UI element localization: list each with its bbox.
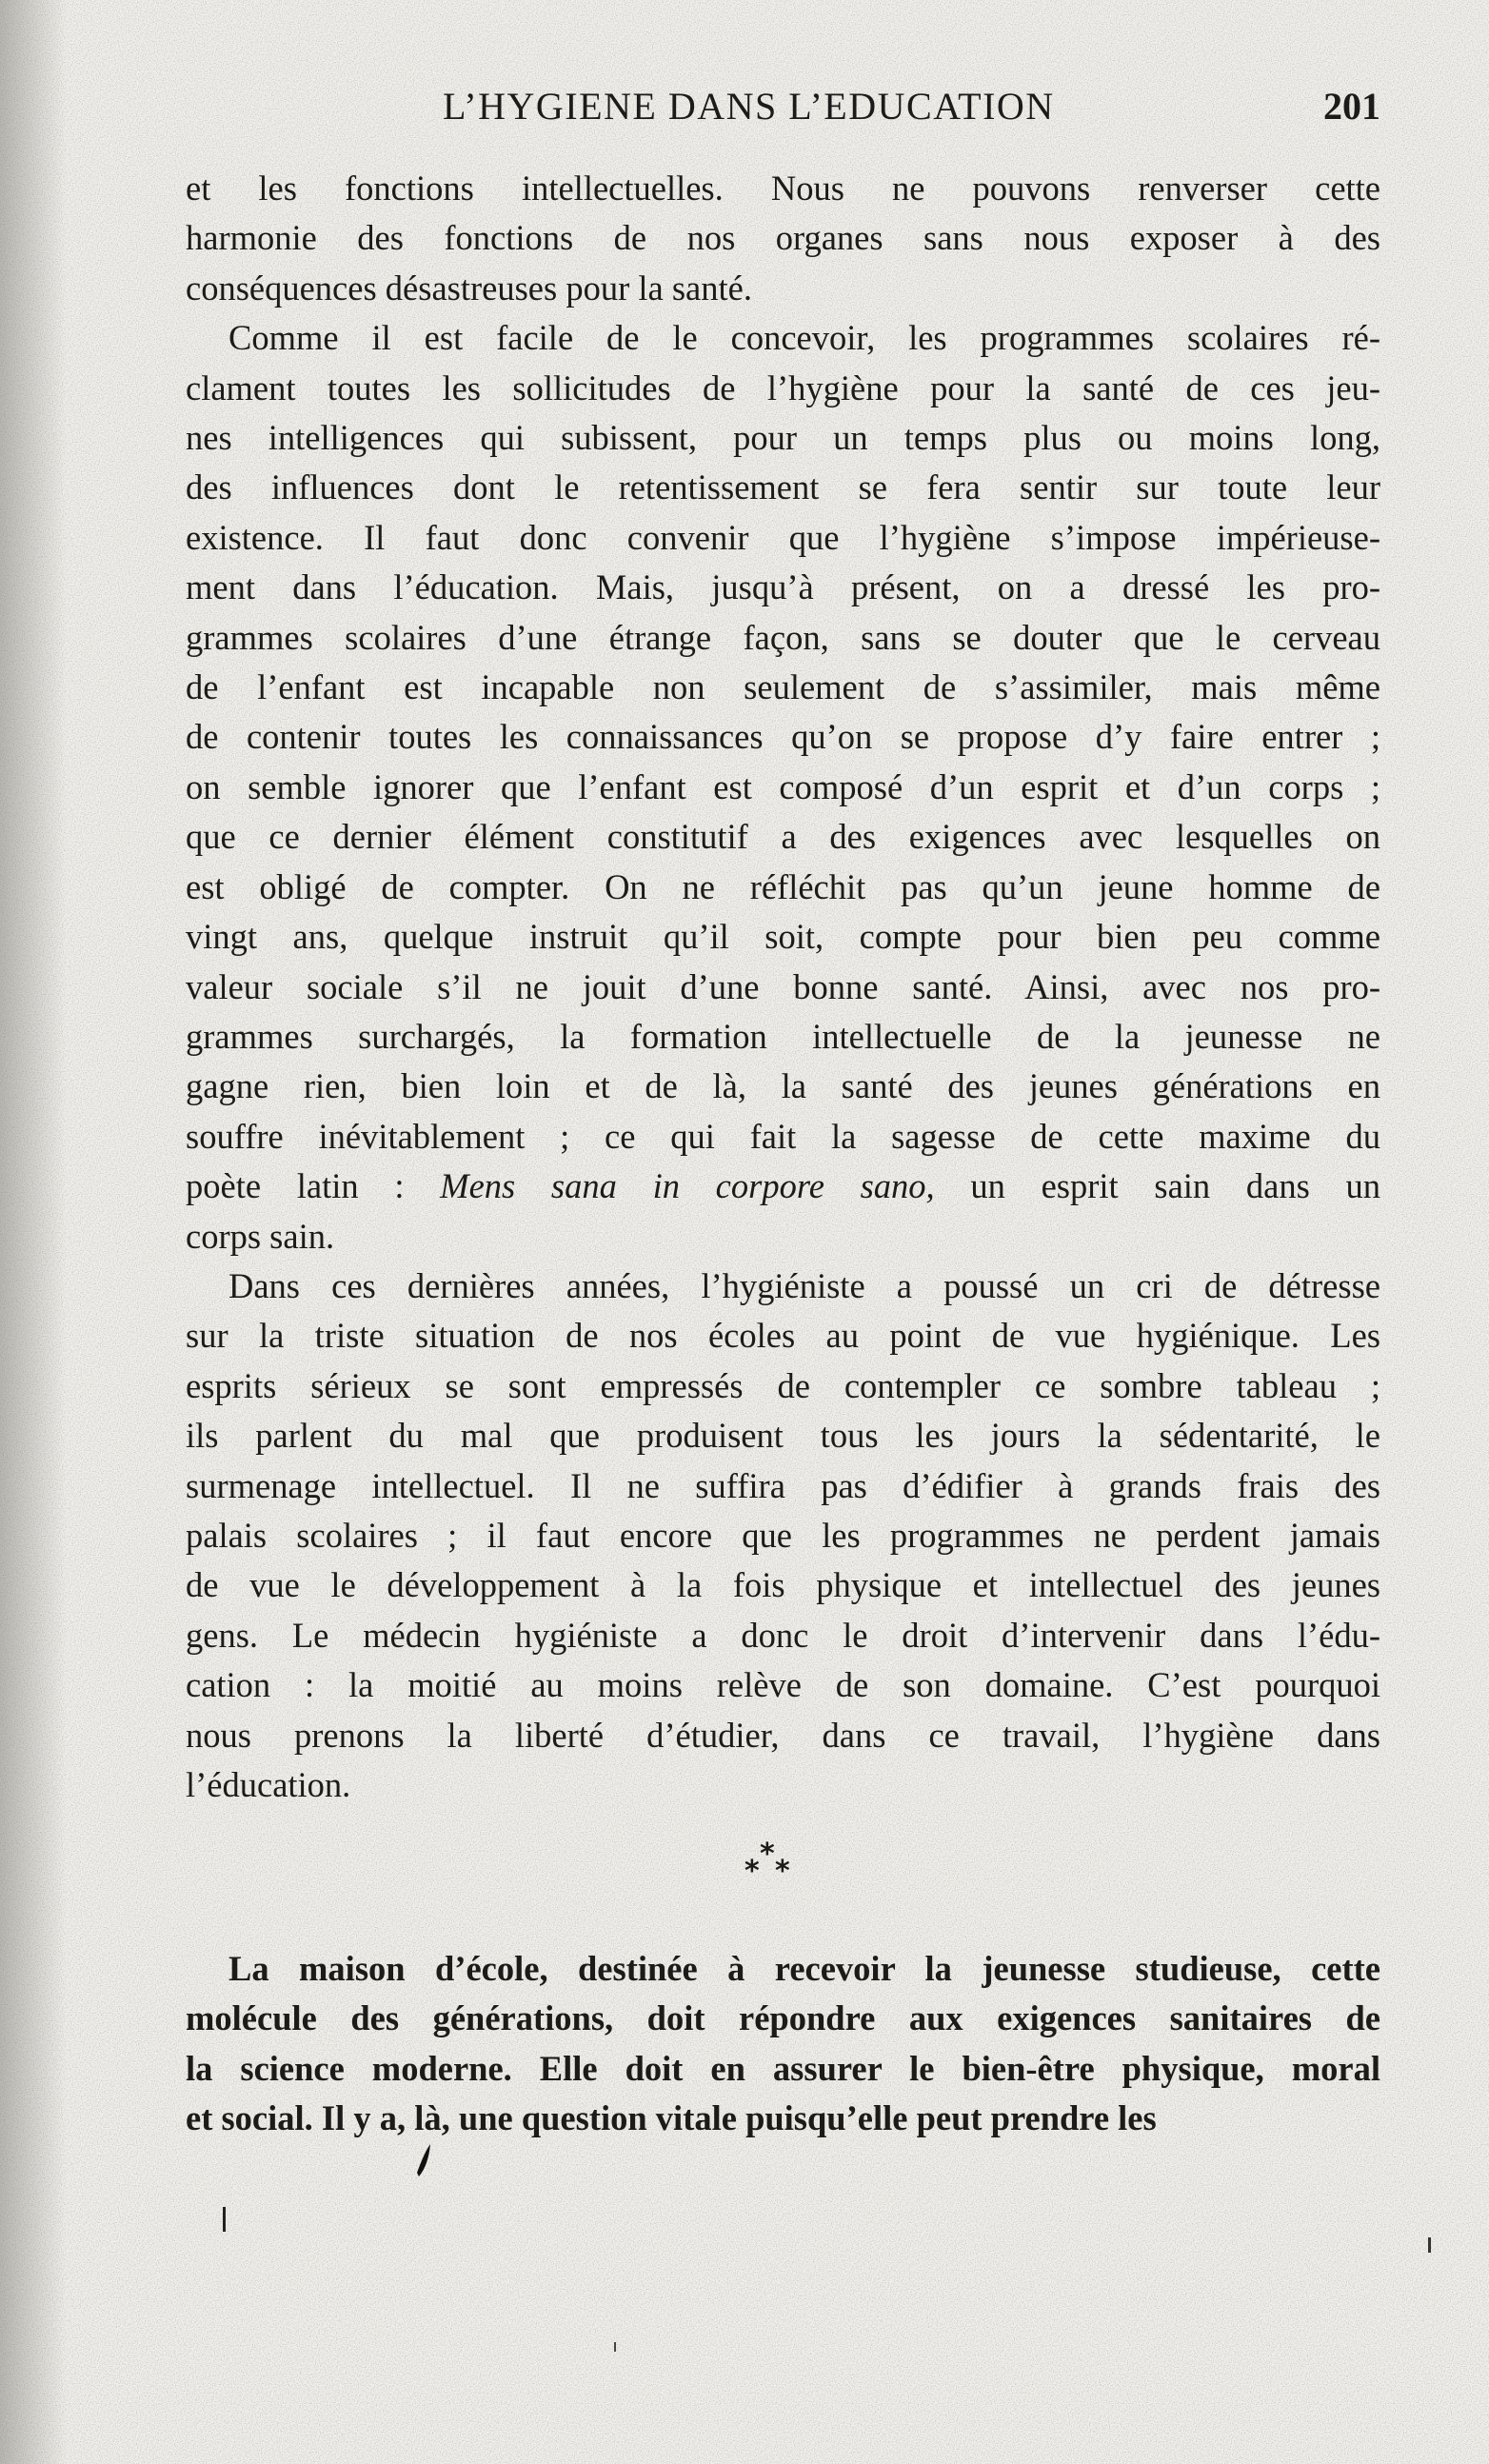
text-line: molécule des générations, doit répondre aux exigences sanitaires de — [186, 1998, 1380, 2038]
text-line: la science moderne. Elle doit en assurer le bien-être physique, moral — [186, 2048, 1380, 2088]
body-text — [186, 164, 1380, 1810]
text-line: l’éducation. — [186, 1765, 351, 1804]
paragraph — [186, 1944, 1380, 2144]
text-line: esprits sérieux se sont empressés de contempler ce sombre tableau ; — [186, 1365, 1380, 1405]
text-line: vingt ans, quelque instruit qu’il soit, compte pour bien peu comme — [186, 917, 1380, 957]
page-number: 201 — [1323, 85, 1380, 128]
text-line: nous prenons la liberté d’étudier, dans ce travail, l’hygiène dans — [186, 1715, 1380, 1755]
text-line: harmonie des fonctions de nos organes sans nous exposer à des — [186, 218, 1380, 258]
text-line: grammes scolaires d’une étrange façon, sans se douter que le cerveau — [186, 617, 1380, 657]
text-line: conséquences désastreuses pour la santé. — [186, 268, 752, 308]
text-line: on semble ignorer que l’enfant est composé d’un esprit et d’un corps ; — [186, 766, 1380, 806]
text-line: corps sain. — [186, 1216, 335, 1256]
paragraph — [186, 1262, 1380, 1810]
paragraph — [186, 164, 1380, 313]
text-line: Dans ces dernières années, l’hygiéniste a poussé un cri de détresse — [228, 1265, 1380, 1305]
text-line: nes intelligences qui subissent, pour un temps plus ou moins long, — [186, 418, 1380, 458]
text-line: gagne rien, bien loin et de là, la santé des jeunes générations en — [186, 1066, 1380, 1106]
text-line: de contenir toutes les connaissances qu’on se propose d’y faire entrer ; — [186, 717, 1380, 757]
separator-asterisk-right: * — [775, 1855, 790, 1888]
text-line: de vue le développement à la fois physique et intellectuel des jeunes — [186, 1565, 1380, 1605]
text-line: surmenage intellectuel. Il ne suffira pas d’édifier à grands frais des — [186, 1465, 1380, 1505]
text-line: que ce dernier élément constitutif a des exigences avec lesquelles on — [186, 817, 1380, 857]
text-line: cation : la moitié au moins relève de son domaine. C’est pourquoi — [186, 1665, 1380, 1705]
running-head — [181, 84, 1380, 141]
text-line: de l’enfant est incapable non seulement de s’assimiler, mais même — [186, 667, 1380, 707]
body-text-continued — [186, 1944, 1380, 2144]
text-line: valeur sociale s’il ne jouit d’une bonne santé. Ainsi, avec nos pro- — [186, 966, 1380, 1006]
separator-asterisk-left: * — [744, 1855, 760, 1888]
text-line: des influences dont le retentissement se fera sentir sur toute leur — [186, 467, 1380, 507]
text-line: sur la triste situation de nos écoles au point de vue hygiénique. Les — [186, 1316, 1380, 1356]
text-line: ment dans l’éducation. Mais, jusqu’à présent, on a dressé les pro- — [186, 567, 1380, 607]
text-line: palais scolaires ; il faut encore que les programmes ne perdent jamais — [186, 1515, 1380, 1555]
paragraph — [186, 313, 1380, 1262]
text-line: existence. Il faut donc convenir que l’hygiène s’impose impérieuse- — [186, 517, 1380, 557]
text-line: et les fonctions intellectuelles. Nous ne pouvons renverser cette — [186, 169, 1380, 208]
section-separator — [733, 1838, 809, 1895]
text-line: est obligé de compter. On ne réfléchit pas qu’un jeune homme de — [186, 866, 1380, 906]
text-line: ils parlent du mal que produisent tous les jours la sédentarité, le — [186, 1416, 1380, 1456]
text-line: La maison d’école, destinée à recevoir la jeunesse studieuse, cette — [228, 1949, 1380, 1988]
text-line: gens. Le médecin hygiéniste a donc le droit d’intervenir dans l’édu- — [186, 1615, 1380, 1655]
text-line: et social. Il y a, là, une question vitale puisqu’elle peut prendre les — [186, 2098, 1157, 2138]
text-line: Comme il est facile de le concevoir, les programmes scolaires ré- — [228, 318, 1380, 358]
text-line: grammes surchargés, la formation intellectuelle de la jeunesse ne — [186, 1016, 1380, 1056]
running-title: L’HYGIENE DANS L’EDUCATION — [443, 85, 1055, 128]
text-line: clament toutes les sollicitudes de l’hygiène pour la santé de ces jeu- — [186, 368, 1380, 407]
text-line: poète latin : Mens sana in corpore sano, un esprit sain dans un — [186, 1166, 1380, 1206]
latin-maxim: Mens sana in corpore sano, — [440, 1166, 935, 1206]
separator-asterisk-top: * — [760, 1838, 775, 1871]
text-line: souffre inévitablement ; ce qui fait la sagesse de cette maxime du — [186, 1116, 1380, 1156]
